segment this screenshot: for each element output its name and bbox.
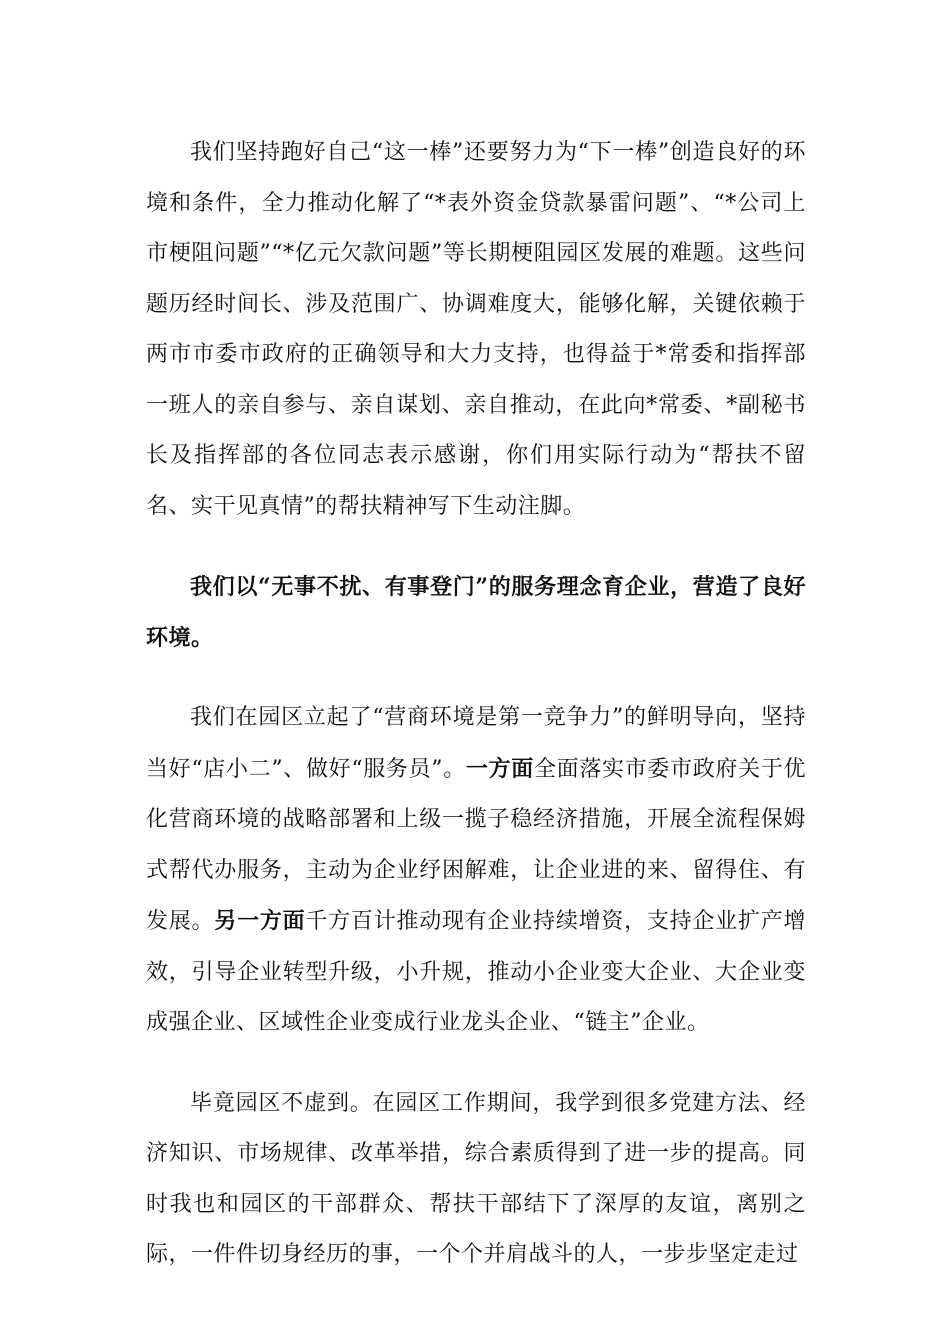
emphasis-on-one-hand: 一方面 xyxy=(465,755,534,782)
paragraph-business-environment xyxy=(146,693,806,1049)
paragraph-text-first-measure: 全面落实市委市政府关于优化营商环境的战略部署和上级一揽子稳经济措施，开展全流程保姆式帮代办服务，主动为企业纾困解难，让企业进的来、留得住、有发展。 xyxy=(146,756,806,934)
emphasis-on-the-other-hand: 另一方面 xyxy=(214,908,306,934)
paragraph-reflection: 毕竟园区不虚到。在园区工作期间，我学到很多党建方法、经济知识、市场规律、改革举措，综合素质得到了进一步的提高。同时我也和园区的干部群众、帮扶干部结下了深厚的友谊，离别之际，一件件切身经历的事，一个个并肩战斗的人，一步步坚定走过 xyxy=(146,1090,806,1267)
paragraph-text-second-measure: 千方百计推动现有企业持续增资，支持企业扩产增效，引导企业转型升级，小升规，推动小企业变大企业、大企业变成强企业、区域性企业变成行业龙头企业、“链主”企业。 xyxy=(146,909,806,1035)
document-body xyxy=(146,128,806,1311)
paragraph-baton: 我们坚持跑好自己“这一棒”还要努力为“下一棒”创造良好的环境和条件，全力推动化解了“*表外资金贷款暴雷问题”、“*公司上市梗阻问题”“*亿元欠款问题”等长期梗阻园区发展的难题。这些问题历经时间长、涉及范围广、协调难度大，能够化解，关键依赖于两市市委市政府的正确领导和大力支持，也得益于*常委和指挥部一班人的亲自参与、亲自谋划、亲自推动，在此向*常委、*副秘书长及指挥部的各位同志表示感谢，你们用实际行动为“帮扶不留名、实干见真情”的帮扶精神写下生动注脚。 xyxy=(146,140,806,519)
paragraph-heading-service: 我们以“无事不扰、有事登门”的服务理念育企业，营造了良好环境。 xyxy=(146,574,806,651)
paragraph-text-intro: 我们在园区立起了“营商环境是第一竞争力”的鲜明导向，坚持当好“店小二”、做好“服务员”。 xyxy=(146,705,806,782)
